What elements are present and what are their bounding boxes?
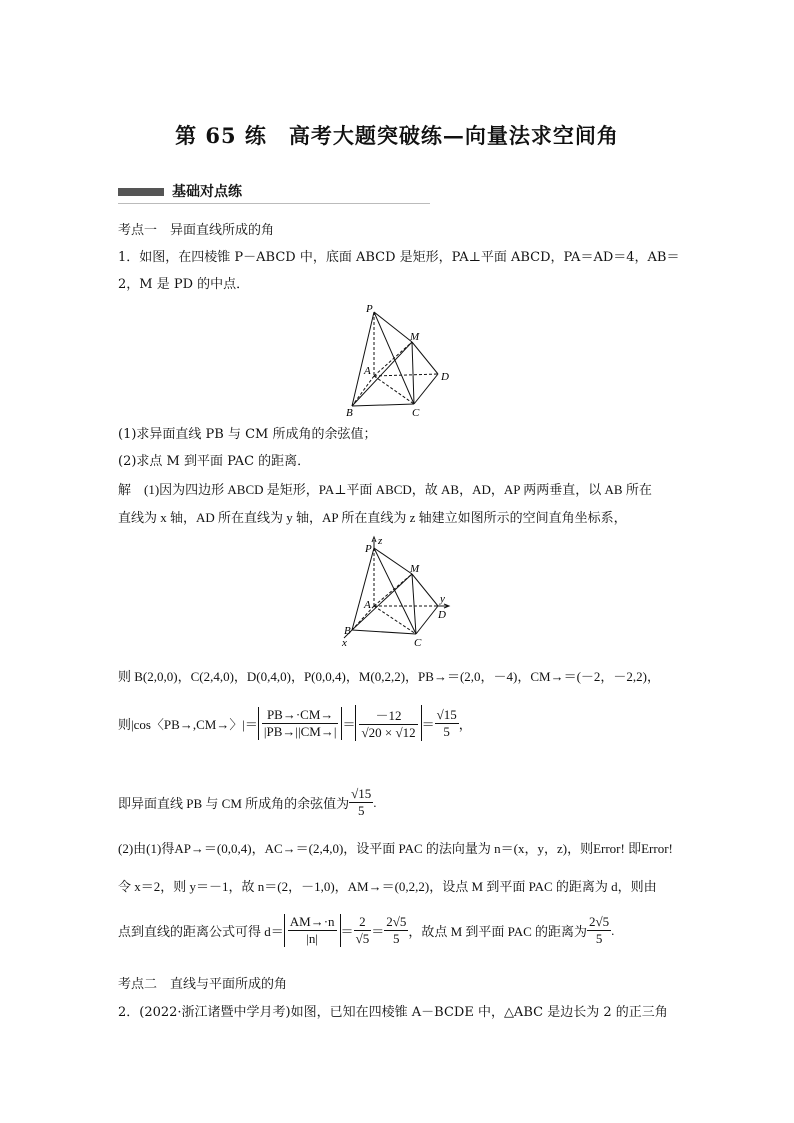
distance-fraction-4	[587, 914, 611, 947]
distance-denominator-1: |n|	[306, 931, 319, 946]
distance-numerator-3: 2√5	[386, 914, 407, 929]
question-2: (2)求点 M 到平面 PAC 的距离．	[118, 454, 311, 469]
page-title: 第 65 练 高考大题突破练—向量法求空间角	[175, 123, 619, 148]
solution-line-2: 直线为 x 轴，AD 所在直线为 y 轴，AP 所在直线为 z 轴建立如图所示的空间直角坐标系，	[118, 510, 627, 525]
cos-equals-1: ＝	[342, 716, 356, 732]
distance-denominator-4: 5	[595, 931, 603, 946]
pyramid-figure-1	[330, 300, 470, 420]
fig2-label-A: A	[364, 599, 371, 611]
fig1-label-M: M	[410, 331, 420, 343]
cos-denominator-3: 5	[443, 723, 450, 739]
coordinates-line: 则 B(2,0,0)，C(2,4,0)，D(0,4,0)，P(0,0,4)，M(0,2,2)，PB→＝(2,0，－4)，CM→＝(－2，－2,2)，	[118, 669, 661, 684]
distance-mid-text: ，故点 M 到平面 PAC 的距离为	[408, 924, 588, 939]
section-stripe	[118, 188, 164, 196]
cos-numerator-2: －12	[359, 705, 417, 725]
fig2-label-P: P	[365, 543, 372, 555]
distance-fraction-1	[288, 914, 337, 947]
distance-numerator-4: 2√5	[589, 914, 610, 929]
distance-denominator-2: √5	[355, 931, 370, 946]
kaodian-2-heading: 考点二 直线与平面所成的角	[118, 977, 288, 992]
answer-1: 即异面直线 PB 与 CM 所成角的余弦值为 $\frac{√15}{5}$ .	[118, 786, 377, 818]
problem-1-line-2: 2，M 是 PD 的中点．	[118, 277, 250, 292]
answer-1-numerator: √15	[351, 786, 372, 801]
section-label: 基础对点练	[172, 184, 242, 200]
answer-1-text: 即异面直线 PB 与 CM 所成角的余弦值为	[118, 796, 350, 811]
kaodian-1-heading: 考点一 异面直线所成的角	[118, 223, 275, 238]
pyramid-figure-2	[330, 534, 470, 652]
cos-formula: 则|cos〈PB→,CM→〉|＝ $\frac{PB\to\cdot CM\to}{|PB\to||CM\to|}$ ＝ $\frac{-12}{√20 \times √12}$ ＝ $\frac{√15}{5}$ ，	[118, 706, 472, 740]
distance-numerator-1: AM→·n	[289, 914, 335, 929]
fig2-label-y: y	[440, 593, 445, 605]
part-2-line-1: (2)由(1)得AP→＝(0,0,4)，AC→＝(2,4,0)，设平面 PAC 的法向量为 n＝(x，y，z)，则Error! 即Error!	[118, 841, 673, 856]
answer-1-denominator: 5	[357, 803, 365, 818]
fig1-label-B: B	[346, 407, 353, 419]
answer-1-fraction	[349, 786, 373, 819]
distance-equals-1: ＝	[340, 924, 354, 939]
distance-prefix: 点到直线的距离公式可得 d＝	[118, 924, 284, 939]
fig1-label-P: P	[366, 303, 373, 315]
distance-denominator-3: 5	[393, 931, 400, 946]
fig2-label-C: C	[414, 637, 422, 649]
cos-numerator-1: PB→·CM→	[262, 707, 339, 724]
cos-abs-1	[258, 707, 343, 740]
cos-denominator-2: √20 × √12	[361, 725, 416, 740]
cos-fraction-3	[435, 707, 459, 740]
cos-fraction-1	[262, 707, 339, 740]
distance-formula: 点到直线的距离公式可得 d＝ $\frac{AM\to\cdot n}{|n|}$ ＝ $\frac{2}{√5}$ ＝ $\frac{2√5}{5}$ ，故点 M 到平面 PAC 的距离为 $\frac{2√5}{5}$ .	[118, 914, 615, 946]
cos-denominator-1: |PB→||CM→|	[263, 723, 337, 739]
distance-numerator-2: 2	[354, 914, 372, 931]
cos-equals-2: ＝	[421, 716, 435, 732]
fig2-label-M: M	[410, 563, 420, 575]
problem-2-line-1: 2．(2022·浙江诸暨中学月考)如图，已知在四棱锥 A－BCDE 中，△ABC 是边长为 2 的正三角	[118, 1005, 668, 1020]
section-header	[118, 181, 430, 204]
fig2-label-z: z	[378, 535, 383, 547]
fig1-label-A: A	[364, 365, 371, 377]
cos-fraction-2	[359, 705, 417, 741]
cos-numerator-3: √15	[436, 706, 457, 722]
question-1: (1)求异面直线 PB 与 CM 所成角的余弦值；	[118, 427, 377, 442]
distance-abs	[284, 914, 341, 947]
fig2-label-B: B	[344, 625, 351, 637]
cos-prefix: 则|cos〈PB→,CM→〉|＝	[118, 716, 258, 732]
distance-equals-2: ＝	[371, 924, 385, 939]
distance-fraction-2	[354, 914, 372, 947]
distance-fraction-3	[384, 914, 408, 947]
cos-abs-2	[355, 705, 421, 741]
problem-1-line-1: 1．如图，在四棱锥 P－ABCD 中，底面 ABCD 是矩形，PA⊥平面 ABCD，PA＝AD＝4，AB＝	[118, 250, 680, 265]
fig2-label-x: x	[342, 637, 347, 649]
fig1-label-D: D	[441, 371, 449, 383]
part-2-line-2: 令 x＝2，则 y＝－1，故 n＝(2，－1,0)，AM→＝(0,2,2)，设点 M 到平面 PAC 的距离为 d，则由	[118, 879, 657, 894]
fig2-label-D: D	[438, 609, 446, 621]
fig1-label-C: C	[412, 407, 420, 419]
solution-line-1: 解 (1)因为四边形 ABCD 是矩形，PA⊥平面 ABCD，故 AB，AD，AP 两两垂直，以 AB 所在	[118, 482, 652, 497]
